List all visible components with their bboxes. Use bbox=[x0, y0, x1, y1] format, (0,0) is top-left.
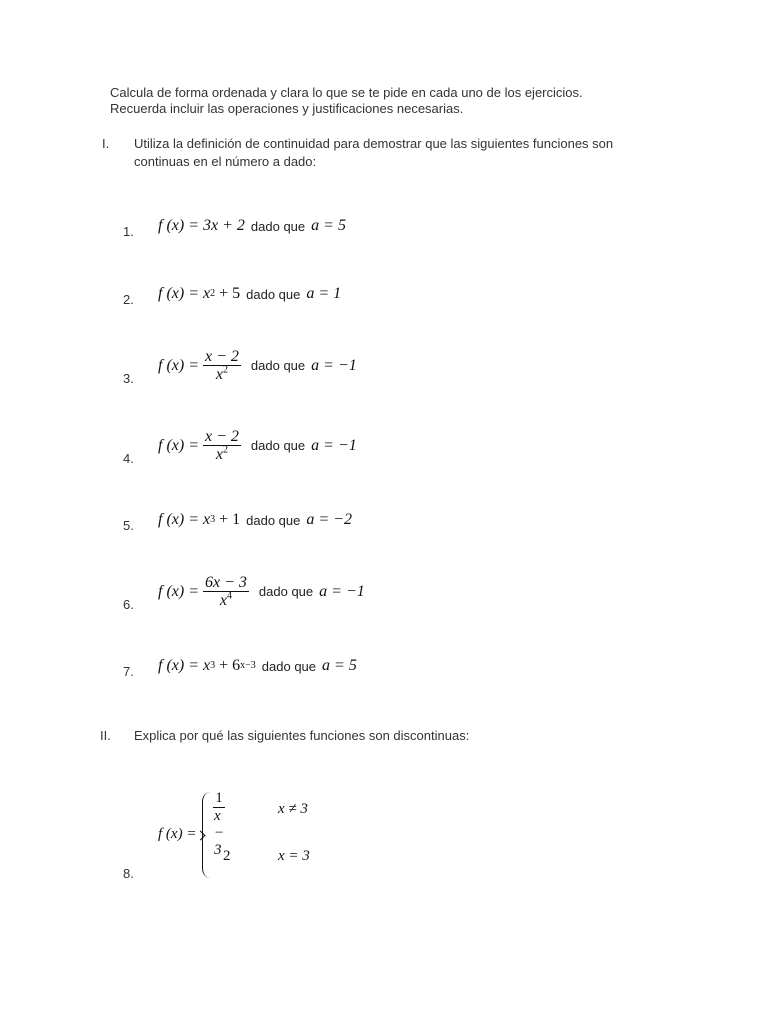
dado-que-label: dado que bbox=[246, 512, 301, 528]
exercise-5-formula: f (x) = x 3 + 1 dado que a = −2 bbox=[158, 511, 352, 528]
exercise-7-condition: a = 5 bbox=[322, 657, 357, 674]
piecewise-case-2: 2 bbox=[223, 848, 231, 864]
section-2-numeral: II. bbox=[100, 728, 111, 743]
exercise-1-expr: 3x + 2 bbox=[203, 217, 245, 234]
exercise-5-rest: + 1 bbox=[215, 511, 241, 528]
function-lhs: f (x) = bbox=[158, 582, 199, 600]
instructions-line-1: Calcula de forma ordenada y clara lo que se te pide en cada uno de los ejercicios. bbox=[110, 85, 583, 100]
exercise-6-den-base: x bbox=[219, 592, 227, 609]
exercise-4-condition: a = −1 bbox=[311, 436, 357, 454]
function-lhs: f (x) = bbox=[158, 356, 199, 374]
exercise-7-base: x bbox=[203, 657, 211, 674]
dado-que-label: dado que bbox=[250, 358, 306, 373]
exercise-4-numerator: x − 2 bbox=[205, 428, 239, 445]
instructions-line-2: Recuerda incluir las operaciones y justificaciones necesarias. bbox=[110, 101, 464, 116]
exercise-5-condition: a = −2 bbox=[306, 511, 352, 528]
exercise-7-number: 7. bbox=[123, 664, 134, 679]
dado-que-label: dado que bbox=[261, 658, 317, 674]
exercise-2-condition: a = 1 bbox=[306, 285, 342, 302]
exercise-5-number: 5. bbox=[123, 518, 134, 533]
case-1-condition: x ≠ 3 bbox=[278, 801, 308, 817]
exercise-5-base: x bbox=[203, 511, 211, 528]
exercise-3-fraction bbox=[203, 348, 241, 383]
exercise-6-fraction bbox=[203, 574, 249, 609]
exercise-4-den-base: x bbox=[215, 446, 223, 463]
exercise-3-number: 3. bbox=[123, 371, 134, 386]
case-1-numerator: 1 bbox=[215, 790, 223, 806]
function-lhs: f (x) = bbox=[158, 285, 199, 302]
instructions bbox=[110, 85, 583, 117]
exercise-2-formula: f (x) = x 2 + 5 dado que a = 1 bbox=[158, 285, 342, 302]
exercise-1-condition: a = 5 bbox=[311, 217, 346, 234]
dado-que-label: dado que bbox=[250, 218, 306, 234]
exercise-6-den-exponent: 4 bbox=[227, 590, 232, 602]
function-lhs: f (x) = bbox=[158, 826, 197, 842]
function-lhs: f (x) = bbox=[158, 436, 199, 454]
exercise-6-formula bbox=[158, 574, 365, 609]
exercise-3-den-exponent: 2 bbox=[223, 364, 228, 376]
function-lhs: f (x) = bbox=[158, 657, 199, 674]
dado-que-label: dado que bbox=[250, 438, 306, 453]
exercise-3-numerator: x − 2 bbox=[205, 348, 239, 365]
section-2-text: Explica por qué las siguientes funciones son discontinuas: bbox=[134, 728, 470, 743]
section-1-text: Utiliza la definición de continuidad para demostrar que las siguientes funciones son continuas en el número a dado: bbox=[134, 136, 614, 169]
exercise-7-mid: + 6 bbox=[215, 657, 241, 674]
section-1-numeral: I. bbox=[102, 136, 110, 151]
exercise-6-denominator bbox=[218, 592, 234, 609]
exercise-2-base: x bbox=[203, 285, 211, 302]
dado-que-label: dado que bbox=[246, 286, 301, 302]
left-brace bbox=[202, 792, 211, 878]
exercise-2-rest: + 5 bbox=[215, 285, 241, 302]
exercise-3-denominator bbox=[214, 366, 230, 383]
exercise-1-formula bbox=[158, 217, 346, 235]
exercise-2-number: 2. bbox=[123, 292, 134, 307]
exercise-3-condition: a = −1 bbox=[311, 356, 357, 374]
exercise-4-formula bbox=[158, 428, 357, 463]
exercise-4-denominator bbox=[214, 446, 230, 463]
exercise-3-formula bbox=[158, 348, 357, 383]
exercise-8-number: 8. bbox=[123, 866, 134, 881]
exercise-6-condition: a = −1 bbox=[319, 582, 365, 600]
function-lhs: f (x) = bbox=[158, 217, 199, 234]
exercise-7-formula: f (x) = x 3 + 6 x−3 dado que a = 5 bbox=[158, 657, 357, 674]
dado-que-label: dado que bbox=[258, 584, 314, 599]
function-lhs: f (x) = bbox=[158, 511, 199, 528]
exercise-4-den-exponent: 2 bbox=[223, 444, 228, 456]
case-1-denominator: x − 3 bbox=[214, 808, 225, 858]
exercise-3-den-base: x bbox=[215, 366, 223, 383]
exercise-4-number: 4. bbox=[123, 451, 134, 466]
exercise-1-number: 1. bbox=[123, 224, 134, 239]
case-2-condition: x = 3 bbox=[278, 848, 310, 864]
exercise-4-fraction bbox=[203, 428, 241, 463]
exercise-6-number: 6. bbox=[123, 597, 134, 612]
exercise-6-numerator: 6x − 3 bbox=[205, 574, 247, 591]
